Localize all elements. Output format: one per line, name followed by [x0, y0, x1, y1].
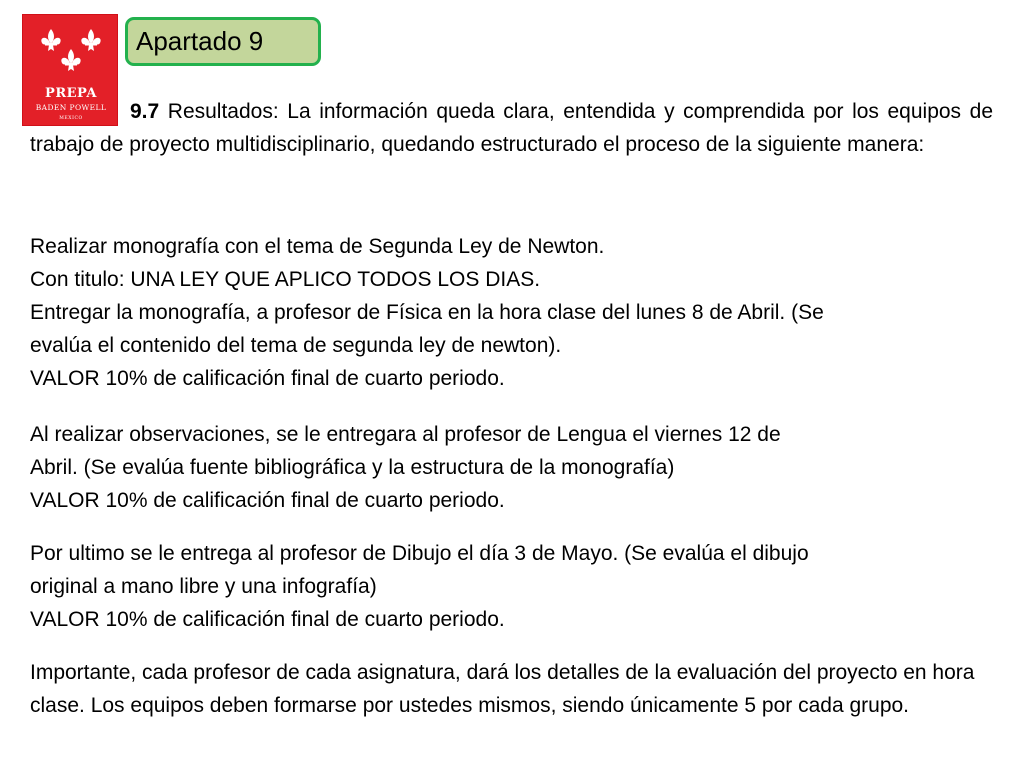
- important-note-paragraph: Importante, cada profesor de cada asignatura, dará los detalles de la evaluación del proyecto en hora clase. Los equipos deben formarse por ustedes mismos, siendo únicamente 5 por cada grupo.: [30, 661, 975, 717]
- logo-subtitle: BADEN POWELL: [35, 103, 107, 112]
- text-line: VALOR 10% de calificación final de cuarto periodo.: [30, 367, 505, 390]
- text-line: Realizar monografía con el tema de Segunda Ley de Newton.: [30, 235, 605, 258]
- intro-text: Resultados: La información queda clara, entendida y comprendida por los equipos de trabajo de proyecto multidisciplinario, quedando estructurado el proceso de la siguiente manera:: [30, 100, 993, 156]
- text-line: Entregar la monografía, a profesor de Física en la hora clase del lunes 8 de Abril. (Se: [30, 301, 824, 324]
- logo-country: MEXICO: [59, 116, 83, 121]
- drawing-delivery-block: [30, 537, 993, 636]
- page-title: Apartado 9: [136, 26, 264, 56]
- text-line: Por ultimo se le entrega al profesor de Dibujo el día 3 de Mayo. (Se evalúa el dibujo: [30, 542, 809, 565]
- text-line: VALOR 10% de calificación final de cuarto periodo.: [30, 489, 505, 512]
- text-line: original a mano libre y una infografía): [30, 575, 377, 598]
- text-line: Al realizar observaciones, se le entregara al profesor de Lengua el viernes 12 de: [30, 423, 781, 446]
- language-delivery-block: [30, 418, 993, 517]
- text-line: Con titulo: UNA LEY QUE APLICO TODOS LOS DIAS.: [30, 268, 541, 291]
- text-line: VALOR 10% de calificación final de cuarto periodo.: [30, 608, 505, 631]
- section-number: 9.7: [130, 100, 160, 123]
- heading-box: [125, 17, 321, 66]
- physics-delivery-block: [30, 230, 993, 395]
- text-line: Abril. (Se evalúa fuente bibliográfica y la estructura de la monografía): [30, 456, 675, 479]
- logo-name: PREPA: [45, 86, 97, 101]
- text-line: evalúa el contenido del tema de segunda ley de newton).: [30, 334, 562, 357]
- intro-paragraph: [30, 95, 993, 161]
